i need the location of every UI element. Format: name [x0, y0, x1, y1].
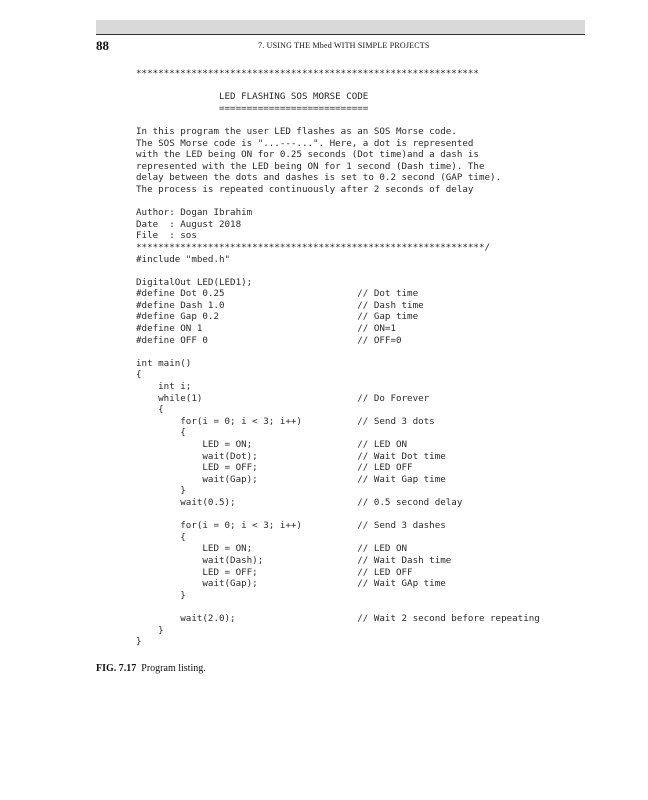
code-line: #define Dash 1.0 // Dash time [136, 299, 424, 311]
code-line: wait(Gap); // Wait Gap time [136, 473, 446, 485]
code-line [136, 80, 540, 92]
code-line: DigitalOut LED(LED1); [136, 276, 253, 288]
code-line: Date : August 2018 [136, 218, 242, 230]
code-line: with the LED being ON for 0.25 seconds (Dot time)and a dash is [136, 149, 479, 161]
code-line [136, 196, 540, 208]
code-line: LED = ON; // LED ON [136, 439, 408, 450]
figure-caption-text: Program listing. [141, 663, 206, 674]
code-line: } [136, 636, 142, 648]
code-line: wait(2.0); // Wait 2 second before repeating [136, 612, 540, 624]
code-line: wait(Dot); // Wait Dot time [136, 450, 446, 462]
code-line: wait(0.5); // 0.5 second delay [136, 496, 463, 508]
code-line: File : sos [136, 230, 197, 242]
code-line: } [136, 589, 186, 601]
code-line: In this program the user LED flashes as an SOS Morse code. [136, 125, 457, 137]
code-line: #define ON 1 // ON=1 [136, 323, 396, 335]
code-line: { [136, 427, 186, 439]
code-line: ************************************************************** [136, 68, 479, 79]
running-head: 7. USING THE Mbed WITH SIMPLE PROJECTS [258, 41, 430, 50]
code-line: delay between the dots and dashes is set to 0.2 second (GAP time). [136, 172, 502, 184]
figure-label: FIG. 7.17 [96, 663, 137, 674]
code-line: #define OFF 0 // OFF=0 [136, 334, 402, 346]
code-line: wait(Dash); // Wait Dash time [136, 554, 452, 566]
code-line [136, 346, 540, 358]
code-line: Author: Dogan Ibrahim [136, 207, 253, 219]
code-line: wait(Gap); // Wait GAp time [136, 578, 446, 590]
code-line [136, 601, 540, 613]
code-line: { [136, 369, 142, 381]
program-listing [136, 68, 540, 648]
code-line: LED = OFF; // LED OFF [136, 566, 413, 578]
code-line: LED = OFF; // LED OFF [136, 462, 413, 474]
code-line: for(i = 0; i < 3; i++) // Send 3 dots [136, 415, 435, 427]
code-line: ***************************************************************/ [136, 241, 491, 253]
code-line [136, 114, 540, 126]
code-line: { [136, 531, 186, 543]
code-line: for(i = 0; i < 3; i++) // Send 3 dashes [136, 520, 446, 532]
code-line: LED = ON; // LED ON [136, 543, 408, 555]
code-line: The process is repeated continuously after 2 seconds of delay [136, 183, 474, 195]
code-line: represented with the LED being ON for 1 second (Dash time). The [136, 160, 485, 172]
header-rule [96, 34, 585, 35]
figure-caption [96, 663, 206, 674]
code-line [136, 509, 540, 521]
code-line: } [136, 624, 164, 636]
code-line: int i; [136, 381, 192, 393]
code-line: LED FLASHING SOS MORSE CODE [136, 91, 369, 103]
page-number: 88 [96, 38, 109, 53]
header-bar [96, 20, 585, 34]
code-line: #define Dot 0.25 // Dot time [136, 288, 419, 300]
code-line [136, 265, 540, 277]
code-line: =========================== [136, 102, 369, 114]
code-line: #define Gap 0.2 // Gap time [136, 311, 419, 323]
code-line: The SOS Morse code is "...---...". Here, a dot is represented [136, 137, 474, 149]
code-line: { [136, 404, 164, 416]
code-line: int main() [136, 357, 192, 369]
code-line: } [136, 485, 186, 497]
code-line: while(1) // Do Forever [136, 392, 430, 404]
code-line: #include "mbed.h" [136, 253, 231, 265]
